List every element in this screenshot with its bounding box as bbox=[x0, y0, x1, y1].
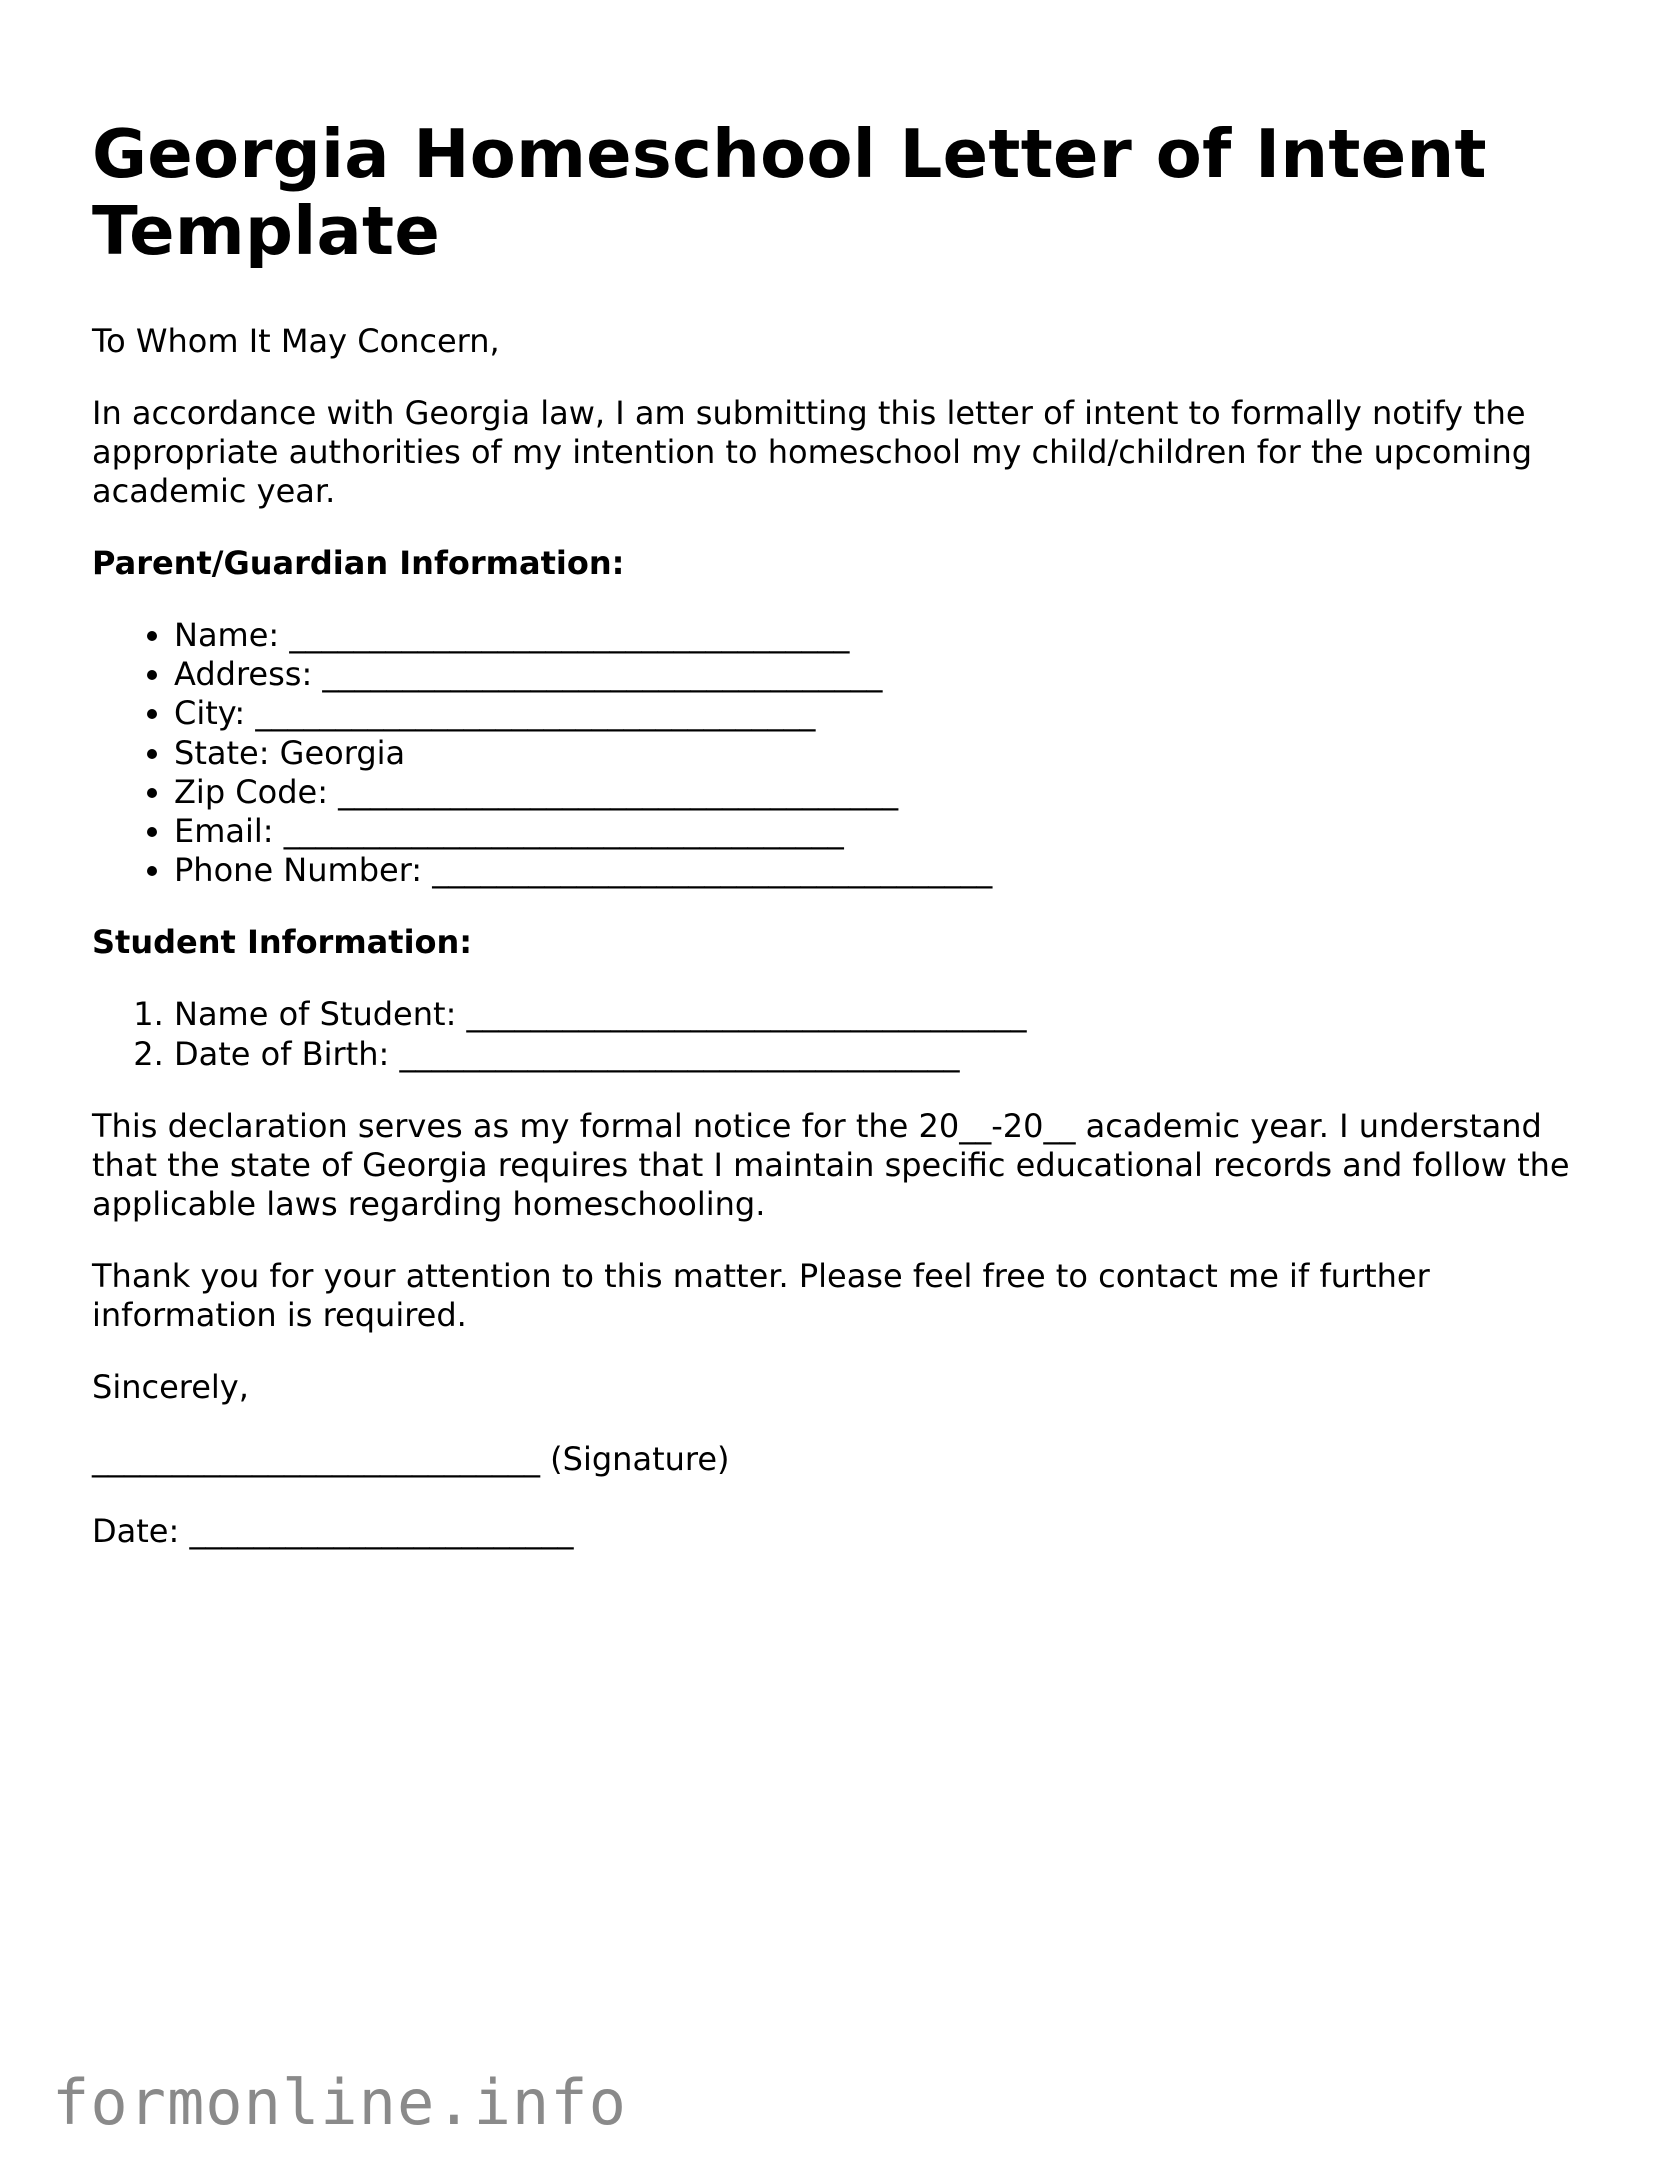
letter-document bbox=[92, 116, 1612, 1584]
watermark-logo: formonline.info bbox=[52, 2066, 627, 2139]
closing: Sincerely, bbox=[92, 1367, 249, 1406]
parent-section-heading: Parent/Guardian Information: bbox=[92, 544, 625, 582]
parent-address-field: • Address: ___________________________________ bbox=[174, 655, 1612, 694]
date-line: Date: ________________________ bbox=[92, 1511, 574, 1550]
declaration-paragraph: This declaration serves as my formal notice for the 20__-20__ academic year. I understand that the state of Georgia requires that I maintain specific educational records and follow the applicable laws regarding homeschooling. bbox=[92, 1106, 1570, 1223]
parent-phone-field: • Phone Number: ___________________________________ bbox=[174, 851, 1612, 890]
salutation: To Whom It May Concern, bbox=[92, 322, 500, 360]
document-title: Georgia Homeschool Letter of Intent Template bbox=[92, 115, 1487, 270]
parent-name-field: • Name: ___________________________________ bbox=[174, 616, 1612, 655]
student-name-field: 1. Name of Student: ___________________________________ bbox=[174, 995, 1612, 1034]
student-dob-field: 2. Date of Birth: ___________________________________ bbox=[174, 1035, 1612, 1074]
parent-state-field: • State: Georgia bbox=[174, 734, 1612, 773]
parent-zip-field: • Zip Code: ___________________________________ bbox=[174, 773, 1612, 812]
thanks-paragraph: Thank you for your attention to this matter. Please feel free to contact me if further information is required. bbox=[92, 1256, 1430, 1334]
student-info-list bbox=[92, 995, 1612, 1073]
signature-line: ____________________________ (Signature) bbox=[92, 1439, 730, 1478]
intro-paragraph: In accordance with Georgia law, I am submitting this letter of intent to formally notify the appropriate authorities of my intention to homeschool my child/children for the upcoming academic year. bbox=[92, 394, 1533, 510]
parent-city-field: • City: ___________________________________ bbox=[174, 694, 1612, 733]
parent-email-field: • Email: ___________________________________ bbox=[174, 812, 1612, 851]
student-section-heading: Student Information: bbox=[92, 923, 473, 962]
parent-info-list bbox=[92, 616, 1612, 890]
